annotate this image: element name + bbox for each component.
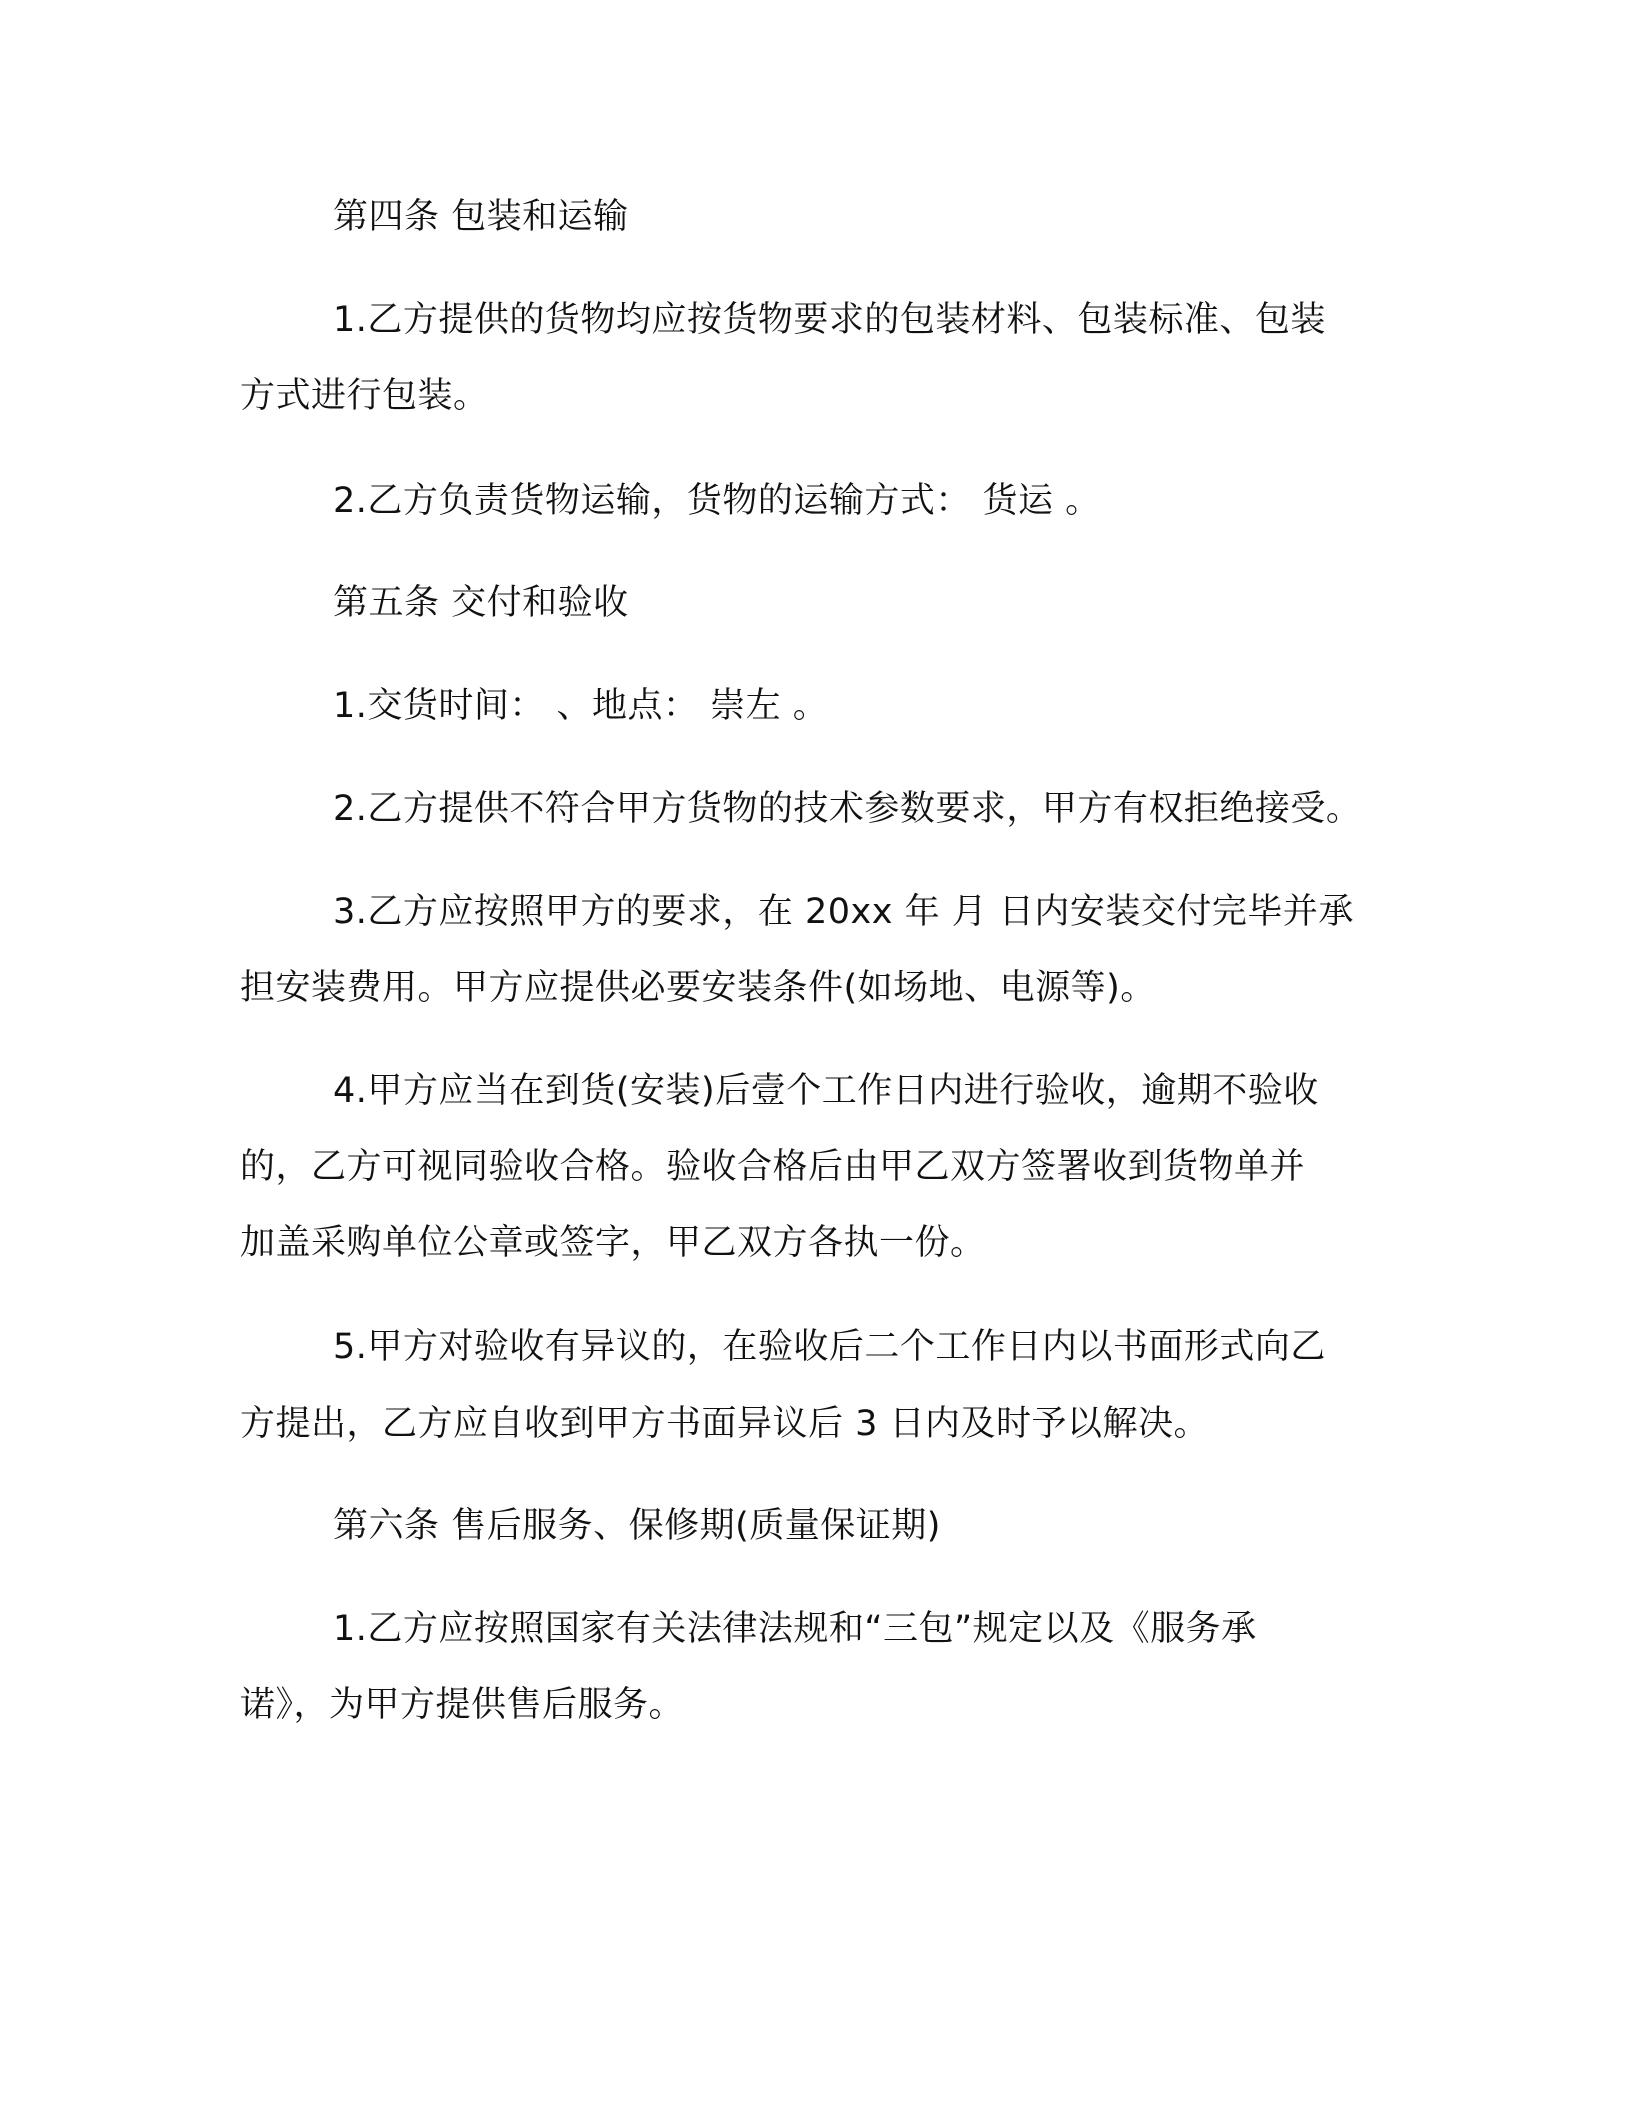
article-5-heading: 第五条 交付和验收 [333, 583, 629, 623]
article-5-clause-4-line-1: 4.甲方应当在到货(安装)后壹个工作日内进行验收，逾期不验收 [333, 1071, 1319, 1111]
article-5-clause-2: 2.乙方提供不符合甲方货物的技术参数要求，甲方有权拒绝接受。 [333, 789, 1362, 829]
article-5-clause-4-line-3: 加盖采购单位公章或签字，甲乙双方各执一份。 [240, 1223, 986, 1263]
article-4-heading: 第四条 包装和运输 [333, 197, 629, 237]
article-5-clause-1: 1.交货时间： 、地点： 崇左 。 [333, 686, 829, 726]
article-4-clause-1-line-2: 方式进行包装。 [240, 376, 489, 416]
article-5-clause-5-line-1: 5.甲方对验收有异议的，在验收后二个工作日内以书面形式向乙 [333, 1327, 1326, 1367]
article-6-heading: 第六条 售后服务、保修期(质量保证期) [333, 1506, 941, 1546]
article-4-clause-2: 2.乙方负责货物运输，货物的运输方式： 货运 。 [333, 481, 1101, 521]
article-6-clause-1-line-1: 1.乙方应按照国家有关法律法规和“三包”规定以及《服务承 [333, 1609, 1257, 1649]
article-5-clause-3-line-1: 3.乙方应按照甲方的要求，在 20xx 年 月 日内安装交付完毕并承 [333, 892, 1354, 932]
article-5-clause-4-line-2: 的，乙方可视同验收合格。验收合格后由甲乙双方签署收到货物单并 [240, 1147, 1306, 1187]
article-4-clause-1-line-1: 1.乙方提供的货物均应按货物要求的包装材料、包装标准、包装 [333, 300, 1326, 340]
article-5-clause-5-line-2: 方提出，乙方应自收到甲方书面异议后 3 日内及时予以解决。 [240, 1404, 1210, 1444]
article-5-clause-3-line-2: 担安装费用。甲方应提供必要安装条件(如场地、电源等)。 [240, 968, 1156, 1008]
article-6-clause-1-line-2: 诺》，为甲方提供售后服务。 [240, 1685, 685, 1725]
